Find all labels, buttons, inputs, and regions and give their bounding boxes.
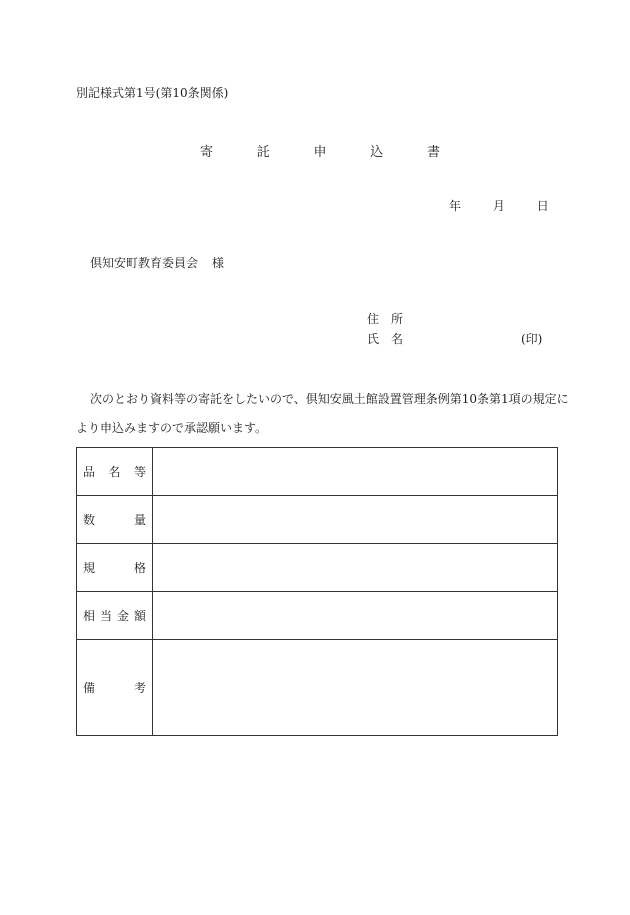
form-number: 別記様式第1号(第10条関係) (76, 86, 229, 100)
row-label-specification: 規 格 (77, 544, 153, 592)
addressee-honorific: 様 (212, 256, 225, 270)
table-row (77, 496, 558, 544)
applicant-address-label: 住 所 (367, 312, 404, 326)
date-year-label: 年 (449, 199, 462, 213)
table-row (77, 544, 558, 592)
item-name-field[interactable] (153, 448, 558, 496)
deposit-items-table (76, 447, 558, 736)
remarks-field[interactable] (153, 640, 558, 736)
table-row (77, 592, 558, 640)
addressee-name: 倶知安町教育委員会 (90, 256, 199, 270)
row-label-quantity: 数 量 (77, 496, 153, 544)
table-row (77, 640, 558, 736)
seal-mark: (印) (521, 332, 543, 346)
title-char: 込 (370, 145, 384, 160)
specification-field[interactable] (153, 544, 558, 592)
quantity-field[interactable] (153, 496, 558, 544)
row-label-equivalent-amount: 相 当 金 額 (77, 592, 153, 640)
date-month-label: 月 (492, 199, 505, 213)
title-char: 寄 (200, 145, 214, 160)
title-char: 託 (256, 145, 270, 160)
date-day-label: 日 (536, 199, 549, 213)
table-row (77, 448, 558, 496)
row-label-remarks: 備 考 (77, 640, 153, 736)
body-text-line: 次のとおり資料等の寄託をしたいので、倶知安風土館設置管理条例第10条第1項の規定に (90, 392, 569, 406)
title-char: 書 (426, 145, 440, 160)
body-text-line: より申込みますので承認願います。 (76, 421, 268, 435)
document-title (200, 141, 440, 160)
equivalent-amount-field[interactable] (153, 592, 558, 640)
addressee (90, 254, 224, 271)
title-char: 申 (313, 145, 327, 160)
date-line (449, 197, 549, 214)
applicant-name-label: 氏 名 (367, 332, 404, 346)
row-label-item-name: 品 名 等 (77, 448, 153, 496)
